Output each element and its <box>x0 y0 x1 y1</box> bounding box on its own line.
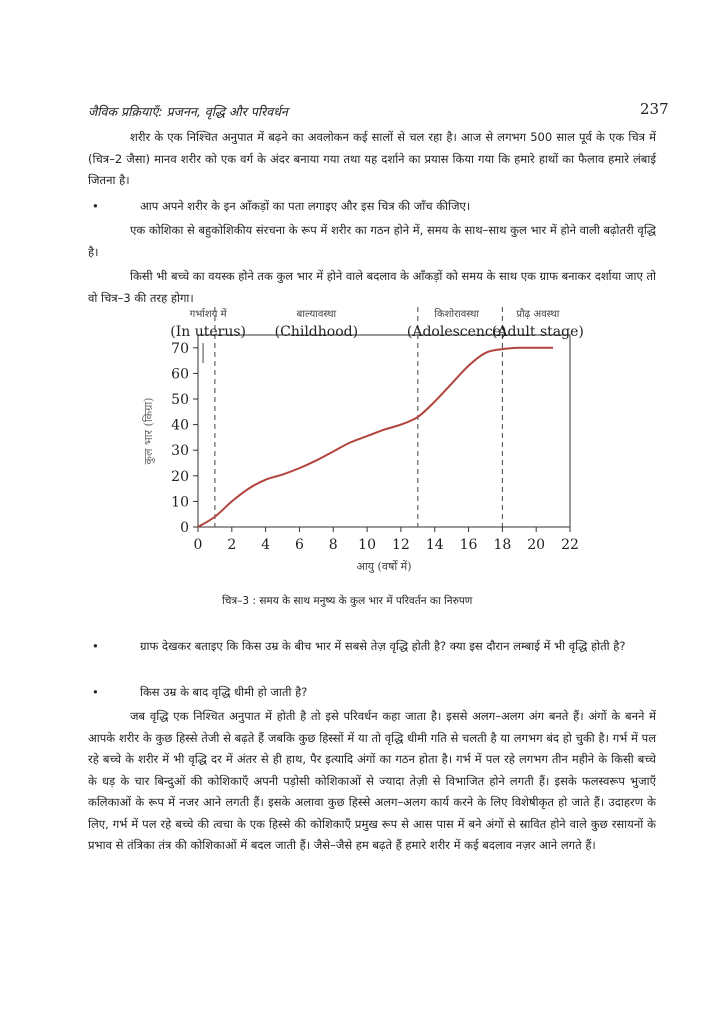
stage-label-hindi: किशोरावस्था <box>434 309 479 320</box>
bullet-text: आप अपने शरीर के इन आँकड़ों का पता लगाइए और इस चित्र की जाँच कीजिए। <box>140 199 471 213</box>
x-axis-label: आयु (वर्षों में) <box>356 560 412 573</box>
x-tick-label: 14 <box>425 537 444 553</box>
stage-label-english: (Adolescence) <box>406 324 507 340</box>
stage-label-english: (Adult stage) <box>491 324 584 340</box>
paragraph-growth-definition: एक कोशिका से बहुकोशिकीय संरचना के रूप में शरीर का गठन होने में, समय के साथ–साथ कुल भार में होने वाली बढ़ोतरी वृद्धि है। <box>88 223 656 259</box>
y-tick-label: 0 <box>180 520 189 536</box>
chapter-title: जैविक प्रक्रियाएँ: प्रजनन, वृद्धि और परिवर्धन <box>88 104 288 119</box>
x-tick-label: 18 <box>493 537 512 553</box>
y-tick-label: 50 <box>171 392 189 408</box>
paragraph-development: जब वृद्धि एक निश्चित अनुपात में होती है तो इसे परिवर्धन कहा जाता है। इससे अलग–अलग अंग बनते हैं। अंगों के बनने में आपके शरीर के कुछ हिस्से तेजी से बढ़ते हैं जबकि कुछ हिस्सों में या तो वृद्धि धीमी गति से चलती है या लगभग बंद हो चुकी है। गर्भ में पल रहे बच्चे के शरीर में भी वृद्धि दर में अंतर से ही हाथ, पैर इत्यादि अंगों का गठन होता है। गर्भ में पल रहे लगभग तीन महीने के किसी बच्चे के धड़ के चार बिन्दुओं की कोशिकाएँ अपनी पड़ोसी कोशिकाओं से ज्यादा तेज़ी से विभाजित होने लगती हैं। इसके फलस्वरूप भुजाएँ कलिकाओं के रूप में नजर आने लगती हैं। इसके अलावा कुछ हिस्से अलग–अलग कार्य करने के लिए विशेषीकृत हो जाते हैं। उदाहरण के लिए, गर्भ में पल रहे बच्चे की त्वचा के एक हिस्से की कोशिकाएँ प्रमुख रूप से आस पास में बने अंगों से स्रावित होने वाले कुछ रसायनों के प्रभाव से तंत्रिका तंत्र की कोशिकाओं में बदल जाती हैं। जैसे–जैसे हम बढ़ते हैं हमारे शरीर में कई बदलाव नज़र आने लगते हैं। <box>88 709 656 852</box>
stage-label-hindi: प्रौढ़ अवस्था <box>516 309 560 320</box>
x-tick-label: 8 <box>328 537 338 553</box>
bullet-item-fastest-growth <box>92 636 692 680</box>
bullet-icon: • <box>92 199 99 213</box>
bullet-text: किस उम्र के बाद वृद्धि धीमी हो जाती है? <box>140 685 308 699</box>
x-tick-label: 16 <box>459 537 478 553</box>
x-tick-label: 0 <box>193 537 203 553</box>
bullet-icon: • <box>92 685 99 699</box>
y-tick-label: 40 <box>171 417 189 434</box>
y-tick-label: 70 <box>171 340 189 357</box>
x-tick-label: 4 <box>261 537 271 553</box>
figure-caption: चित्र–3 : समय के साथ मनुष्य के कुल भार में परिवर्तन का निरुपण <box>222 595 473 607</box>
stage-label-english: (Childhood) <box>274 324 359 340</box>
plot-frame <box>198 335 570 527</box>
x-tick-label: 10 <box>358 537 377 553</box>
bullet-item-measure <box>92 196 692 218</box>
bullet-icon: • <box>92 639 99 653</box>
weight-curve-line <box>198 348 553 527</box>
bullet-text: ग्राफ देखकर बताइए कि किस उम्र के बीच भार में सबसे तेज़ वृद्धि होती है? क्या इस दौरान लम्बाई में भी वृद्धि होती है? <box>140 639 626 653</box>
y-axis-label: कुल भार (किग्रा) <box>142 397 155 465</box>
page-number: 237 <box>640 100 669 118</box>
paragraph-body-proportion: शरीर के एक निश्चित अनुपात में बढ़ने का अवलोकन कई सालों से चल रहा है। आज से लगभग 500 साल पूर्व के एक चित्र में (चित्र–2 जैसा) मानव शरीर को एक वर्ग के अंदर बनाया गया तथा यह दर्शाने का प्रयास किया गया कि हमारे हाथों का फैलाव हमारे लंबाई जितना है। <box>88 130 656 187</box>
stage-label-hindi: गर्भाशय में <box>189 309 227 320</box>
x-tick-label: 2 <box>227 537 237 553</box>
x-tick-label: 12 <box>391 537 410 553</box>
x-tick-label: 22 <box>561 537 579 553</box>
stage-label-english: (In uterus) <box>170 324 247 340</box>
y-tick-label: 20 <box>171 468 189 485</box>
x-tick-label: 20 <box>527 537 546 553</box>
stage-label-hindi: बाल्यावस्था <box>296 309 337 320</box>
bullet-item-slow-growth <box>92 682 692 704</box>
y-tick-label: 30 <box>171 443 189 460</box>
y-tick-label: 10 <box>171 494 189 511</box>
paragraph-graph-intro: किसी भी बच्चे का वयस्क होने तक कुल भार में होने वाले बदलाव के आँकड़ों को समय के साथ एक ग्राफ बनाकर दर्शाया जाए तो वो चित्र–3 की तरह होगा। <box>88 269 656 305</box>
x-tick-label: 6 <box>294 537 304 553</box>
y-tick-label: 60 <box>171 366 189 383</box>
weight-age-chart <box>120 305 600 585</box>
